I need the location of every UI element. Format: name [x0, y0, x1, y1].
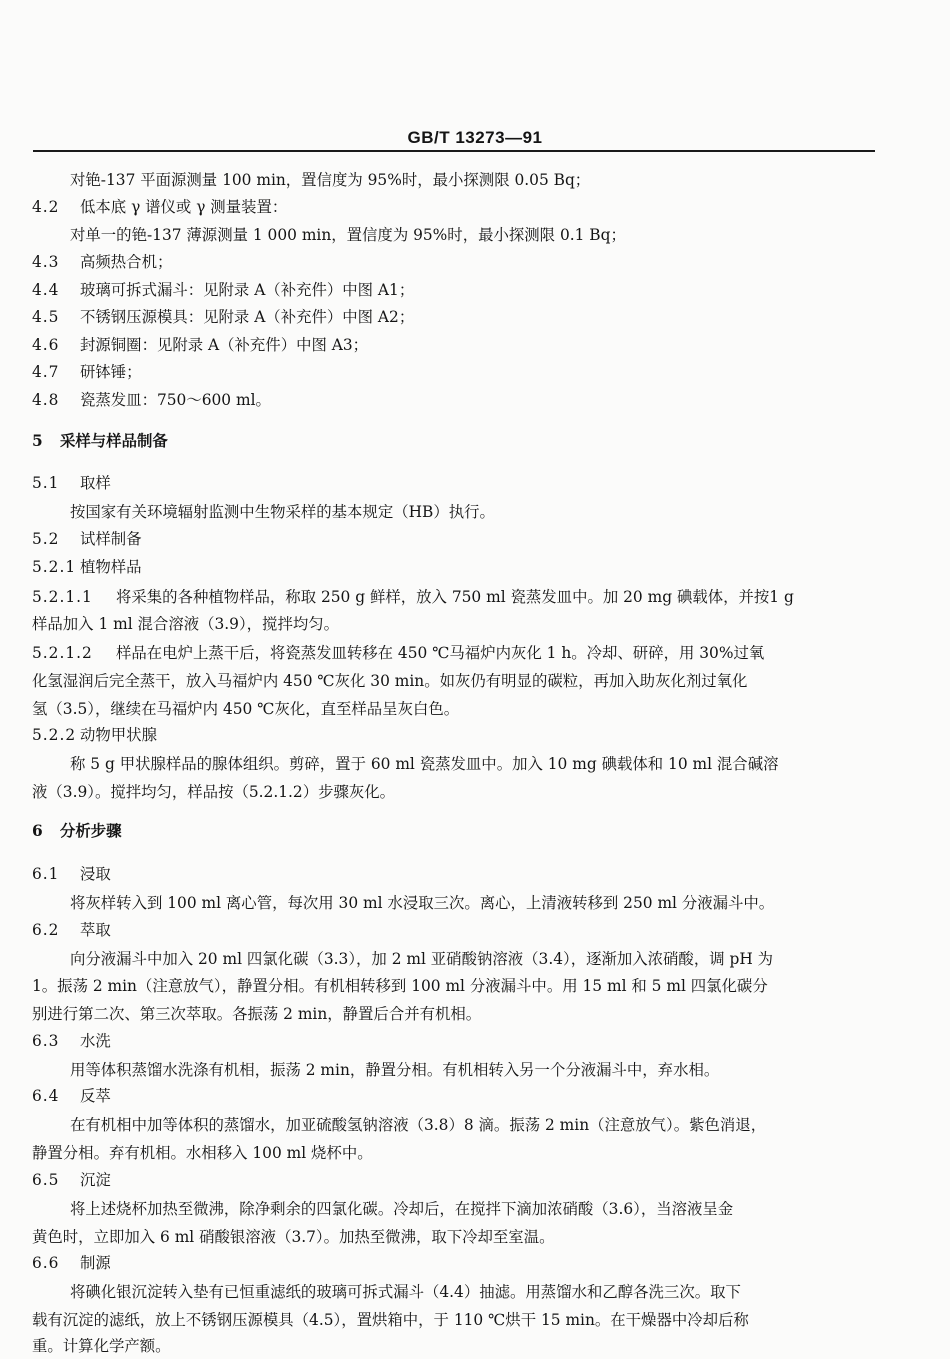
clause-number: 5.2.1 [32, 558, 77, 576]
clause-text: 瓷蒸发皿：750～600 ml。 [80, 391, 271, 409]
clause-number: 6.6 [32, 1254, 60, 1272]
clause-number: 6.5 [32, 1171, 60, 1189]
clause-number: 6.4 [32, 1087, 60, 1105]
clause-number: 5.1 [32, 474, 60, 492]
text-line: 1。振荡 2 min（注意放气），静置分相。有机相转移到 100 ml 分液漏斗中。用 15 ml 和 5 ml 四氯化碳分 [32, 977, 768, 995]
clause-number: 5.2 [32, 530, 60, 548]
text-line: 化氢湿润后完全蒸干，放入马福炉内 450 ℃灰化 30 min。如灰仍有明显的碳粒，再加入助灰化剂过氧化 [32, 672, 748, 690]
clause-6-6 [32, 1250, 882, 1276]
clause-number: 4.8 [32, 391, 60, 409]
clause-text: 水洗 [80, 1032, 111, 1050]
section-heading-6 [32, 818, 882, 844]
clause-5-1 [32, 470, 882, 496]
clause-number: 4.6 [32, 336, 60, 354]
text-line: 氢（3.5），继续在马福炉内 450 ℃灰化，直至样品呈灰白色。 [32, 700, 460, 718]
text-line: 别进行第二次、第三次萃取。各振荡 2 min，静置后合并有机相。 [32, 1005, 482, 1023]
standard-code-header: GB/T 13273—91 [407, 128, 543, 147]
clause-text: 玻璃可拆式漏斗：见附录 A（补充件）中图 A1； [80, 281, 415, 299]
clause-text: 浸取 [80, 865, 111, 883]
clause-5-2 [32, 526, 882, 552]
clause-text: 试样制备 [80, 530, 142, 548]
clause-6-1 [32, 861, 882, 887]
clause-text: 高频热合机； [80, 253, 173, 271]
clause-number: 6.2 [32, 921, 60, 939]
text-line: 重。计算化学产额。 [32, 1337, 171, 1355]
clause-5-2-2 [32, 722, 882, 748]
clause-6-5 [32, 1167, 882, 1193]
clause-text: 将采集的各种植物样品，称取 250 g 鲜样，放入 750 ml 瓷蒸发皿中。加 20 mg 碘载体，并按1 g [116, 588, 794, 606]
clause-4-7 [32, 359, 882, 385]
clause-6-4 [32, 1083, 882, 1109]
clause-text: 样品在电炉上蒸干后，将瓷蒸发皿转移在 450 ℃马福炉内灰化 1 h。冷却、研碎，用 30%过氧 [116, 644, 765, 662]
clause-text: 反萃 [80, 1087, 111, 1105]
text-line: 将上述烧杯加热至微沸，除净剩余的四氯化碳。冷却后，在搅拌下滴加浓硝酸（3.6），当溶液呈金 [70, 1200, 734, 1218]
clause-text: 研钵锤； [80, 363, 142, 381]
clause-5-2-1 [32, 554, 882, 580]
clause-4-8 [32, 387, 882, 413]
clause-number: 5.2.1.1 [32, 588, 93, 606]
clause-text: 低本底 γ 谱仪或 γ 测量装置： [80, 198, 288, 216]
clause-number: 4.3 [32, 253, 60, 271]
clause-number: 6.1 [32, 865, 60, 883]
clause-text: 取样 [80, 474, 111, 492]
clause-text: 植物样品 [80, 558, 142, 576]
section-heading-5 [32, 428, 882, 454]
text-line: 在有机相中加等体积的蒸馏水，加亚硫酸氢钠溶液（3.8）8 滴。振荡 2 min（注意放气）。紫色消退， [70, 1116, 767, 1134]
text-line: 载有沉淀的滤纸，放上不锈钢压源模具（4.5），置烘箱中，于 110 ℃烘干 15 min。在干燥器中冷却后称 [32, 1311, 749, 1329]
clause-text: 封源铜圈：见附录 A（补充件）中图 A3； [80, 336, 369, 354]
clause-6-3 [32, 1028, 882, 1054]
text-line: 静置分相。弃有机相。水相移入 100 ml 烧杯中。 [32, 1144, 373, 1162]
clause-4-6 [32, 332, 882, 358]
clause-5-2-1-1 [32, 584, 882, 610]
text-line: 将灰样转入到 100 ml 离心管，每次用 30 ml 水浸取三次。离心，上清液转移到 250 ml 分液漏斗中。 [70, 894, 775, 912]
clause-5-2-1-2 [32, 640, 882, 666]
text-line: 黄色时，立即加入 6 ml 硝酸银溶液（3.7）。加热至微沸，取下冷却至室温。 [32, 1228, 555, 1246]
clause-number: 4.2 [32, 198, 60, 216]
clause-number: 4.7 [32, 363, 60, 381]
clause-4-5 [32, 304, 882, 330]
clause-number: 4.4 [32, 281, 60, 299]
section-title: 分析步骤 [60, 822, 122, 840]
text-line: 对铯-137 平面源测量 100 min，置信度为 95%时，最小探测限 0.05 Bq； [70, 171, 591, 189]
clause-4-3 [32, 249, 882, 275]
clause-number: 5.2.1.2 [32, 644, 93, 662]
clause-6-2 [32, 917, 882, 943]
section-number: 6 [32, 822, 44, 840]
clause-4-4 [32, 277, 882, 303]
clause-4-2 [32, 194, 882, 220]
text-line: 样品加入 1 ml 混合溶液（3.9），搅拌均匀。 [32, 615, 340, 633]
clause-number: 6.3 [32, 1032, 60, 1050]
text-line: 液（3.9）。搅拌均匀，样品按（5.2.1.2）步骤灰化。 [32, 783, 396, 801]
clause-number: 4.5 [32, 308, 60, 326]
section-title: 采样与样品制备 [60, 432, 168, 450]
section-number: 5 [32, 432, 44, 450]
clause-text: 萃取 [80, 921, 111, 939]
clause-text: 沉淀 [80, 1171, 111, 1189]
text-line: 将碘化银沉淀转入垫有已恒重滤纸的玻璃可拆式漏斗（4.4）抽滤。用蒸馏水和乙醇各洗三次。取下 [70, 1283, 741, 1301]
header-rule [33, 150, 875, 152]
clause-text: 不锈钢压源模具：见附录 A（补充件）中图 A2； [80, 308, 415, 326]
text-line: 称 5 g 甲状腺样品的腺体组织。剪碎，置于 60 ml 瓷蒸发皿中。加入 10 mg 碘载体和 10 ml 混合碱溶 [70, 755, 779, 773]
text-line: 用等体积蒸馏水洗涤有机相，振荡 2 min，静置分相。有机相转入另一个分液漏斗中，弃水相。 [70, 1061, 720, 1079]
clause-number: 5.2.2 [32, 726, 77, 744]
clause-text: 制源 [80, 1254, 111, 1272]
text-line: 向分液漏斗中加入 20 ml 四氯化碳（3.3），加 2 ml 亚硝酸钠溶液（3.4），逐渐加入浓硝酸，调 pH 为 [70, 950, 774, 968]
clause-text: 动物甲状腺 [80, 726, 157, 744]
text-line: 对单一的铯-137 薄源测量 1 000 min，置信度为 95%时，最小探测限 0.1 Bq； [70, 226, 626, 244]
text-line: 按国家有关环境辐射监测中生物采样的基本规定（HB）执行。 [70, 503, 495, 521]
